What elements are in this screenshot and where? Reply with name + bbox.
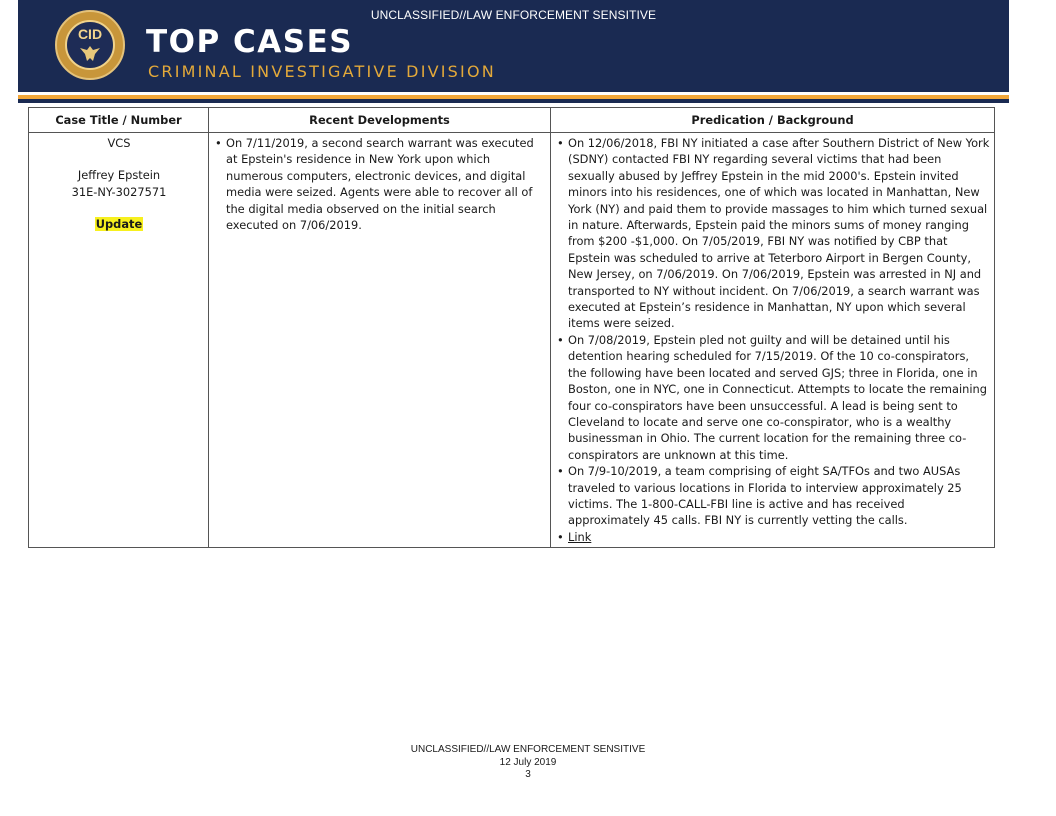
list-item: • On 7/9-10/2019, a team comprising of eight SA/TFOs and two AUSAs traveled to various locations in Florida to interview approximately 25 victims. The 1-800-CALL-FBI line is active and has received approximately 45 calls. FBI NY is currently vetting the calls. xyxy=(568,463,990,529)
page-number: 3 xyxy=(525,769,531,780)
seal-text: CID xyxy=(77,26,103,42)
cid-seal-icon xyxy=(55,10,125,80)
case-link[interactable]: Link xyxy=(568,529,592,544)
table-header-row xyxy=(29,108,995,133)
header-banner xyxy=(18,0,1009,92)
case-program: VCS xyxy=(107,136,131,150)
page-title: TOP CASES xyxy=(146,24,354,60)
cases-table xyxy=(28,107,995,548)
footer-date: 12 July 2019 xyxy=(499,756,557,768)
recent-developments-cell xyxy=(209,133,551,548)
table-row xyxy=(29,133,995,548)
classification-marking-bottom: UNCLASSIFIED//LAW ENFORCEMENT SENSITIVE xyxy=(410,744,646,755)
list-item: • On 7/11/2019, a second search warrant was executed at Epstein's residence in New York upon which numerous computers, electronic devices, and digital media were seized. Agents were able to recover all of the digital media observed on the initial search executed on 7/06/2019. xyxy=(226,135,546,233)
column-header-recent-developments: Recent Developments xyxy=(209,108,551,133)
seal-inner xyxy=(65,20,115,70)
column-header-predication: Predication / Background xyxy=(551,108,995,133)
column-header-case-title: Case Title / Number xyxy=(29,108,209,133)
list-item: • On 7/08/2019, Epstein pled not guilty and will be detained until his detention hearing scheduled for 7/15/2019. Of the 10 co-conspirators, the following have been located and served GJS; three in Florida, one in Boston, one in NYC, one in Connecticut. Attempts to locate the remaining four co-conspirators have been unsuccessful. A lead is being sent to Cleveland to locate and serve one co-conspirator, who is a wealthy businessman in Ohio. The current location for the remaining three co-conspirators are unknown at this time. xyxy=(568,332,990,463)
eagle-icon xyxy=(79,44,101,62)
update-badge: Update xyxy=(95,217,143,232)
background-cell xyxy=(551,133,995,548)
page-footer xyxy=(0,744,1056,782)
list-item-link xyxy=(568,529,990,545)
divider-navy xyxy=(18,99,1009,103)
list-item: • On 12/06/2018, FBI NY initiated a case after Southern District of New York (SDNY) contacted FBI NY regarding several victims that had been sexually abused by Jeffrey Epstein in the mid 2000's. Epstein invited minors into his residences, one of which was located in Manhattan, New York (NY) and paid them to provide massages to him which turned sexual in nature. Afterwards, Epstein paid the minors sums of money ranging from $200 -$1,000. On 7/05/2019, FBI NY was notified by CBP that Epstein was scheduled to arrive at Teterboro Airport in Bergen County, New Jersey, on 7/06/2019. On 7/06/2019, Epstein was arrested in NJ and transported to NY without incident. On 7/06/2019, a search warrant was executed at Epstein’s residence in Manhattan, NY upon which several items were seized. xyxy=(568,135,990,332)
page-subtitle: CRIMINAL INVESTIGATIVE DIVISION xyxy=(148,62,496,81)
case-subject: Jeffrey Epstein xyxy=(77,168,161,183)
case-number: 31E-NY-3027571 xyxy=(71,184,167,199)
case-title-cell xyxy=(29,133,209,548)
classification-marking-top: UNCLASSIFIED//LAW ENFORCEMENT SENSITIVE xyxy=(370,8,657,22)
